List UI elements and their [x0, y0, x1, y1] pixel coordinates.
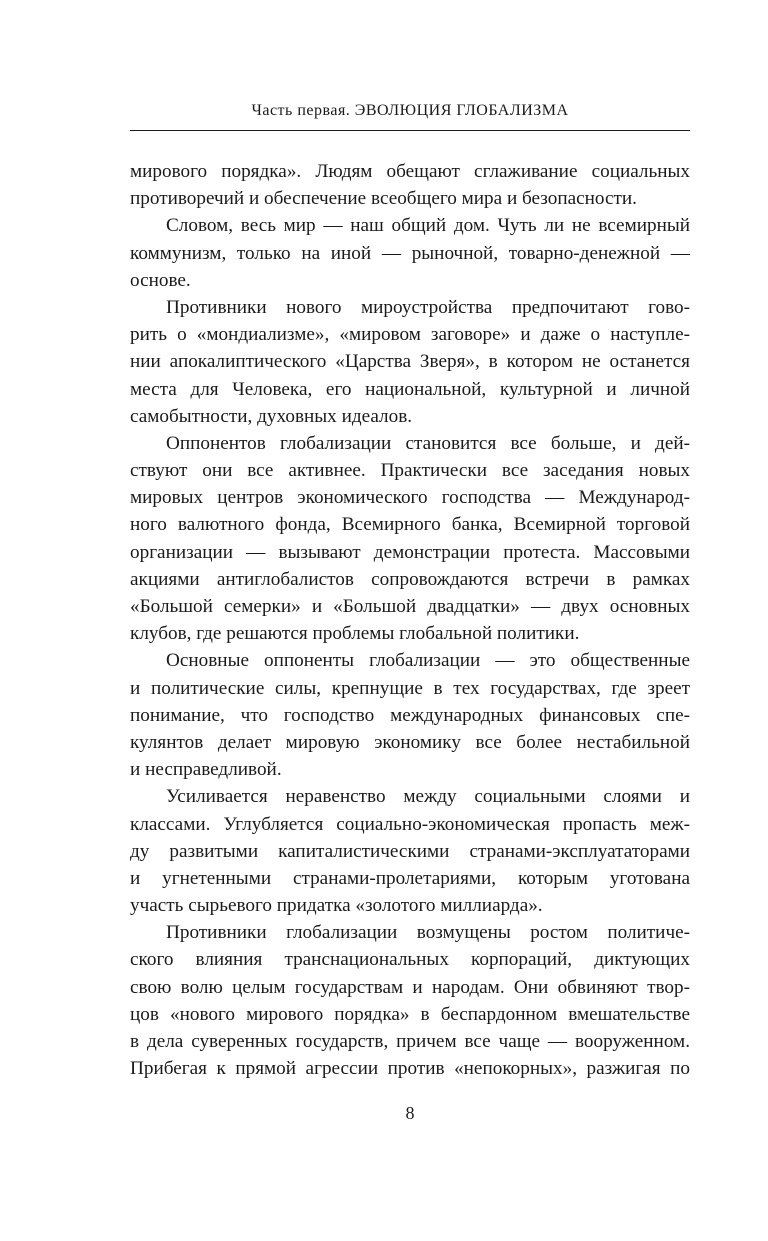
text-line: свою волю целым государствам и народам. Они обвиняют твор-	[130, 976, 690, 998]
text-line: акциями антиглобалистов сопровождаются встречи в рамках	[130, 568, 690, 590]
text-line: Основные оппоненты глобализации — это общественные	[166, 650, 690, 672]
text-line: цов «нового мирового порядка» в беспардонном вмешательстве	[130, 1003, 690, 1025]
text-line: «Большой семерки» и «Большой двадцатки» — двух основных	[130, 596, 690, 617]
text-line: Противники глобализации возмущены ростом политиче-	[166, 922, 690, 944]
text-line: противоречий и обеспечение всеобщего мира и безопасности.	[130, 188, 637, 210]
text-line: в дела суверенных государств, причем все чаще — вооруженном.	[130, 1031, 690, 1052]
text-line: Прибегая к прямой агрессии против «непокорных», разжигая по	[130, 1058, 690, 1080]
text-line: ского влияния транснациональных корпораций, диктующих	[130, 949, 690, 971]
body-text	[130, 158, 690, 1082]
text-line: и несправедливой.	[130, 759, 282, 781]
text-line: основе.	[130, 269, 191, 291]
text-line: Словом, весь мир — наш общий дом. Чуть ли не всемирный	[166, 215, 690, 237]
text-line: и угнетенными странами-пролетариями, которым уготована	[130, 867, 690, 889]
text-line: ду развитыми капиталистическими странами-эксплуататорами	[130, 840, 690, 862]
text-line: и политические силы, крепнущие в тех государствах, где зреет	[130, 677, 690, 699]
text-line: понимание, что господство международных финансовых спе-	[130, 704, 690, 726]
text-line: участь сырьевого придатка «золотого миллиарда».	[130, 895, 543, 917]
text-line: ствуют они все активнее. Практически все заседания новых	[130, 460, 690, 482]
text-line: нии апокалиптического «Царства Зверя», в котором не останется	[130, 351, 690, 373]
header-rule	[130, 130, 690, 131]
page-number: 8	[405, 1103, 415, 1123]
text-line: Оппонентов глобализации становится все больше, и дей-	[166, 432, 690, 454]
text-line: мировых центров экономического господства — Международ-	[130, 487, 690, 509]
text-line: клубов, где решаются проблемы глобальной политики.	[130, 623, 580, 645]
text-line: коммунизм, только на иной — рыночной, товарно-денежной —	[130, 242, 690, 264]
text-line: кулянтов делает мировую экономику все более нестабильной	[130, 731, 690, 753]
text-line: мирового порядка». Людям обещают сглаживание социальных	[130, 161, 690, 182]
text-line: рить о «мондиализме», «мировом заговоре» и даже о наступле-	[130, 324, 690, 346]
text-line: места для Человека, его национальной, культурной и личной	[130, 378, 690, 400]
running-head: Часть первая. ЭВОЛЮЦИЯ ГЛОБАЛИЗМА	[251, 102, 569, 119]
text-line: классами. Углубляется социально-экономическая пропасть меж-	[130, 813, 690, 835]
text-line: Усиливается неравенство между социальными слоями и	[166, 786, 690, 808]
text-line: организации — вызывают демонстрации протеста. Массовыми	[130, 541, 690, 563]
text-line: Противники нового мироустройства предпочитают гово-	[166, 296, 690, 318]
text-line: ного валютного фонда, Всемирного банка, Всемирной торговой	[130, 514, 690, 536]
text-line: самобытности, духовных идеалов.	[130, 405, 413, 427]
